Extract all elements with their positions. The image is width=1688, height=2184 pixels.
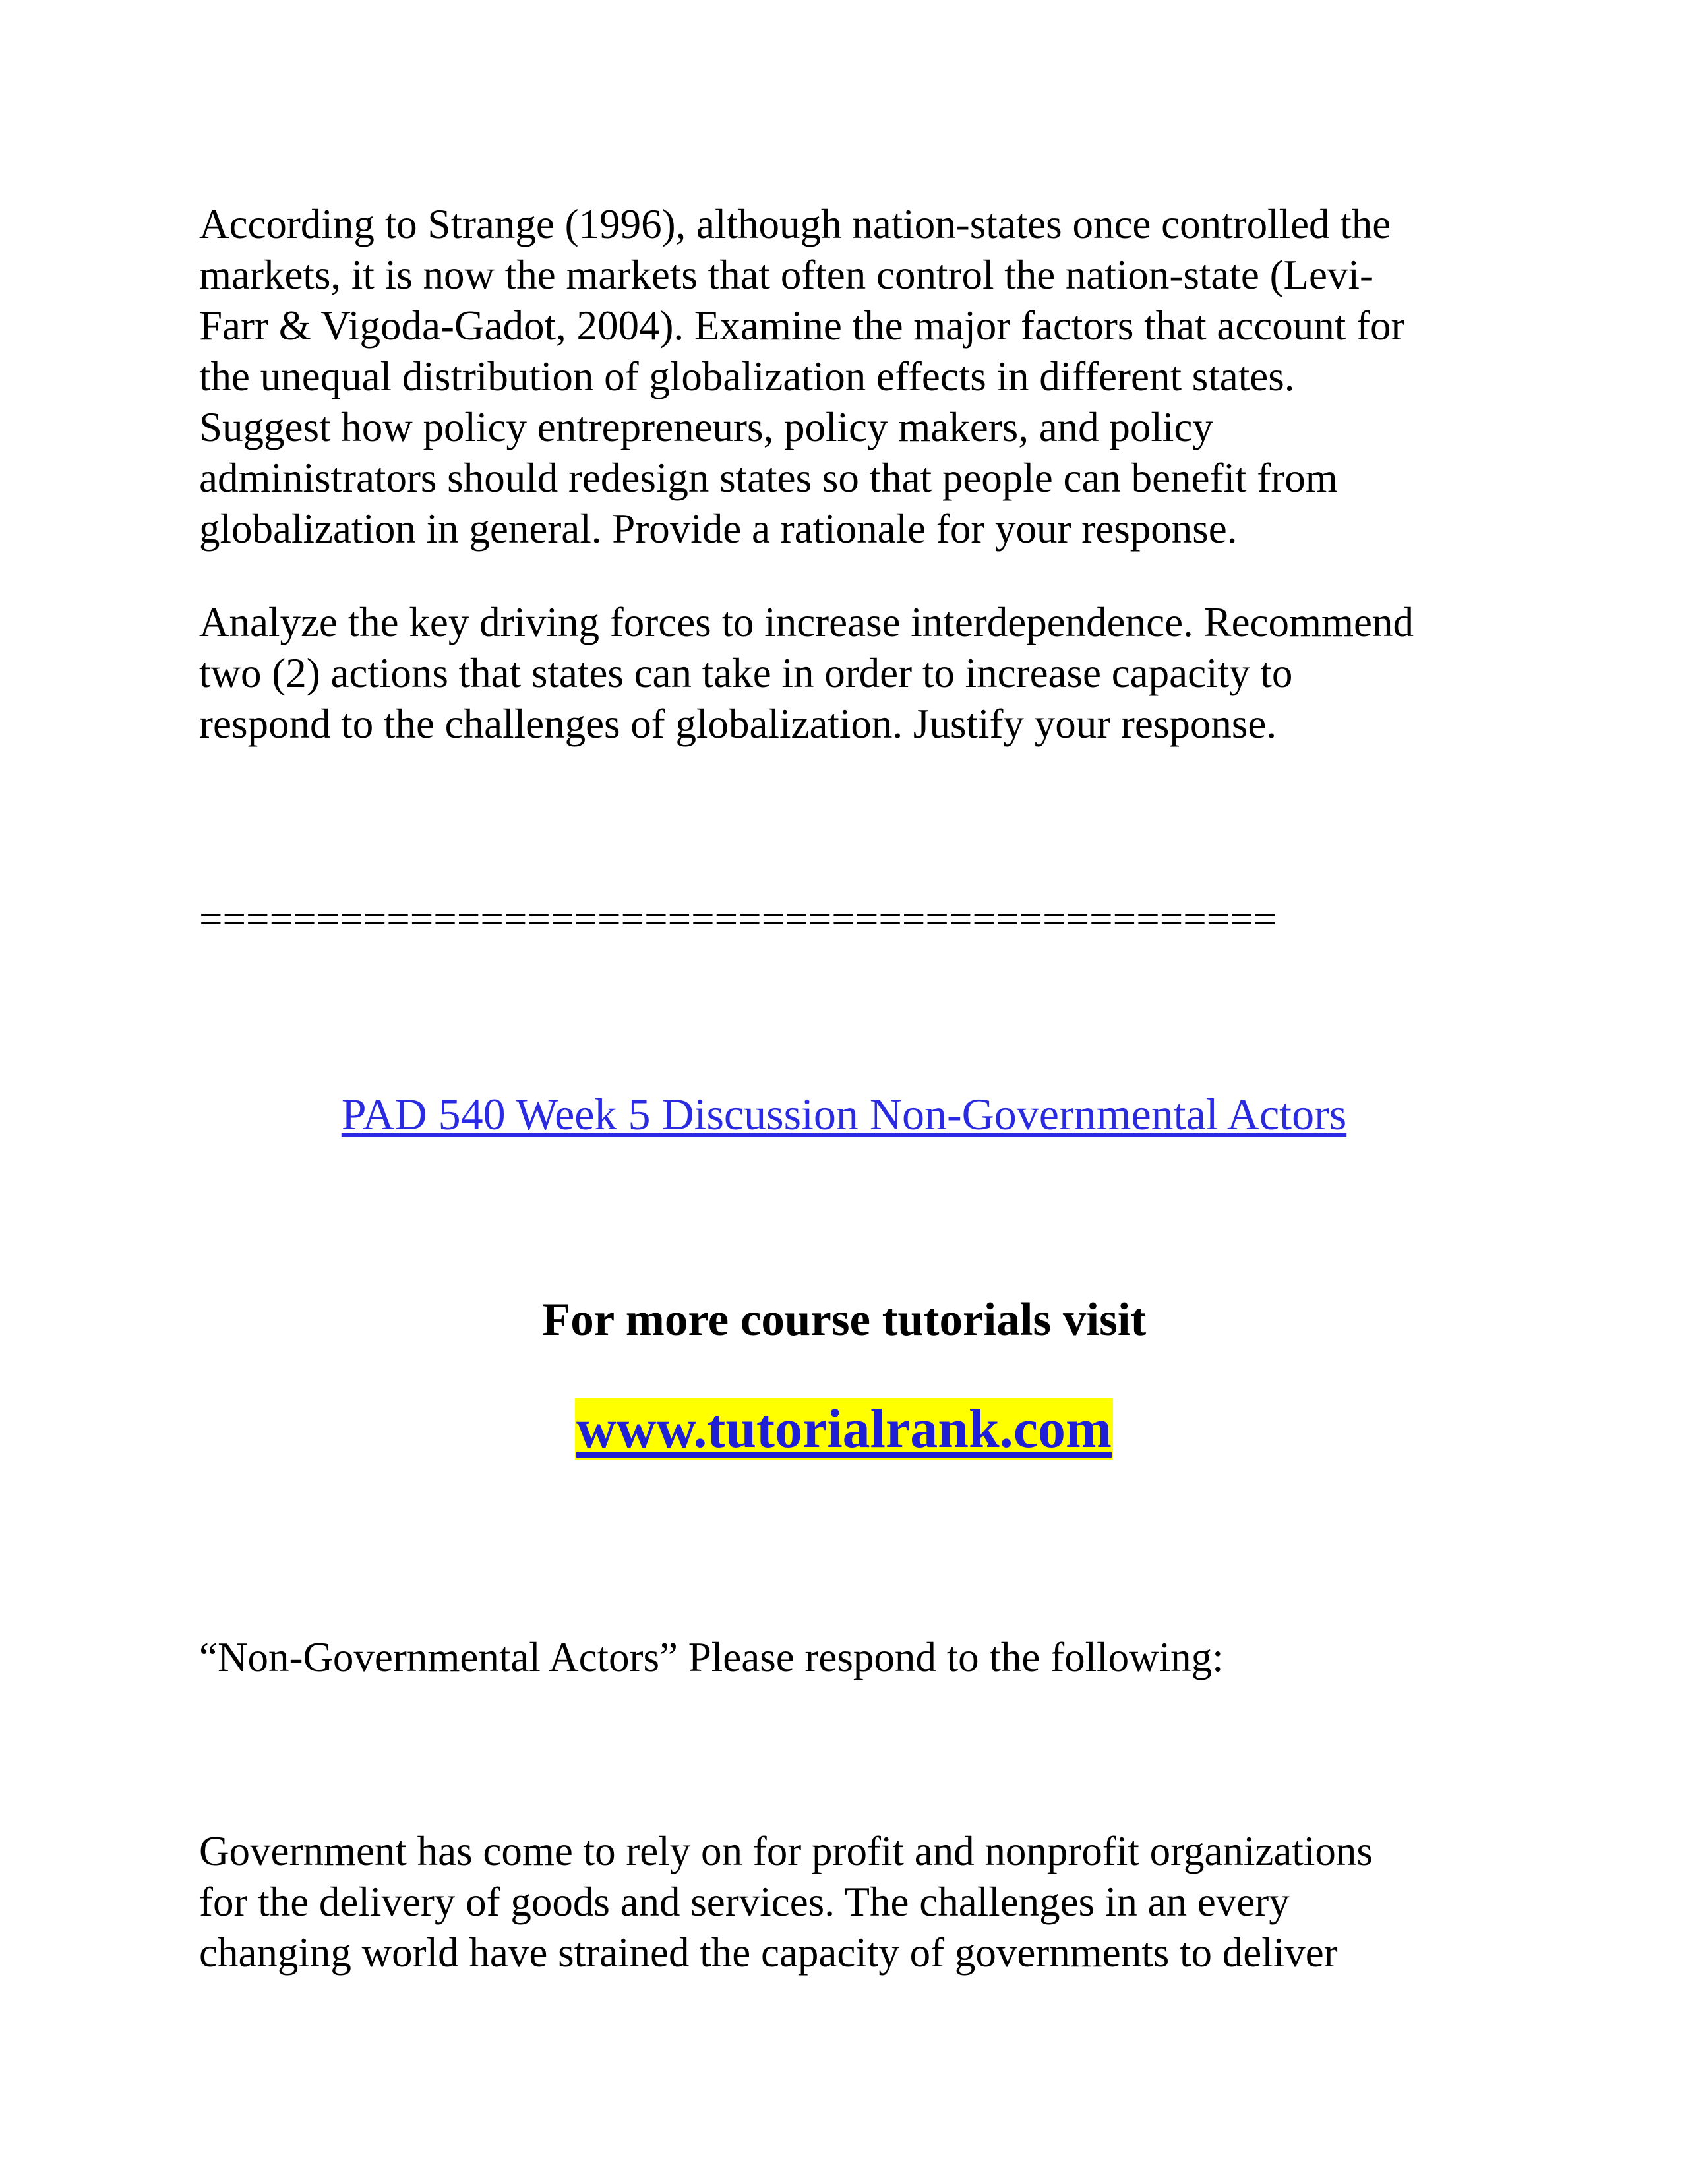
course-title-link[interactable]: PAD 540 Week 5 Discussion Non-Governmental Actors [341, 1089, 1347, 1139]
section-divider: ============================================== [199, 896, 1277, 942]
text-line: Suggest how policy entrepreneurs, policy makers, and policy [199, 404, 1213, 450]
paragraph-interdependence-question [199, 597, 1551, 750]
text-line: globalization in general. Provide a rationale for your response. [199, 506, 1238, 552]
text-line: the unequal distribution of globalization effects in different states. [199, 353, 1295, 399]
text-line: markets, it is now the markets that often control the nation-state (Levi- [199, 252, 1373, 298]
paragraph-globalization-question [199, 199, 1551, 554]
discussion-prompt: “Non-Governmental Actors” Please respond to the following: [199, 1634, 1224, 1680]
text-line: for the delivery of goods and services. The challenges in an every [199, 1879, 1290, 1925]
text-line: respond to the challenges of globalization. Justify your response. [199, 701, 1277, 747]
site-link-block [0, 1398, 1688, 1461]
text-line: changing world have strained the capacity of governments to deliver [199, 1930, 1338, 1976]
course-title-block [0, 1088, 1688, 1140]
text-line: Analyze the key driving forces to increase interdependence. Recommend [199, 599, 1414, 645]
text-line: administrators should redesign states so that people can benefit from [199, 455, 1338, 501]
tutorialrank-site-link[interactable]: www.tutorialrank.com [576, 1398, 1112, 1460]
text-line: Farr & Vigoda-Gadot, 2004). Examine the major factors that account for [199, 303, 1405, 349]
text-line: Government has come to rely on for profit and nonprofit organizations [199, 1828, 1373, 1874]
paragraph-non-governmental-actors [199, 1826, 1551, 1978]
cta-heading: For more course tutorials visit [541, 1294, 1147, 1345]
text-line: two (2) actions that states can take in order to increase capacity to [199, 650, 1293, 696]
text-line: According to Strange (1996), although nation-states once controlled the [199, 201, 1391, 247]
